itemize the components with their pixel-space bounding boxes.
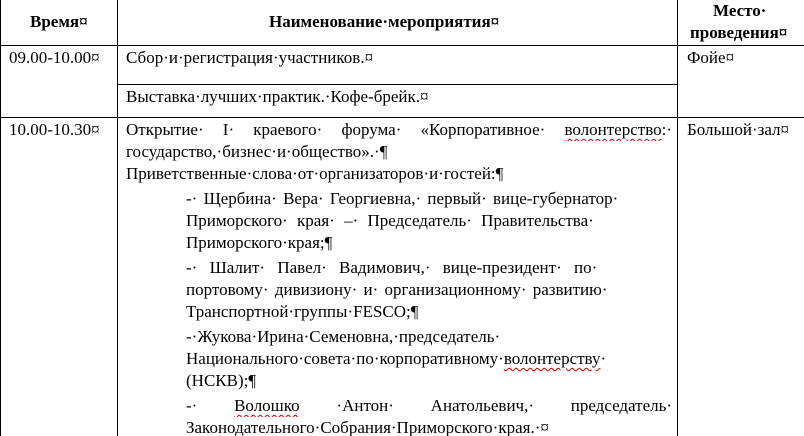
header-bottom-border [0, 45, 804, 46]
col-divider-time [117, 0, 118, 436]
speaker2-line3: Транспортной·группы·FESCO;¶ [186, 302, 419, 321]
opening-colon: :· [661, 120, 672, 139]
col-divider-name [677, 0, 678, 436]
speaker3-line3: (НСКВ);¶ [186, 371, 257, 390]
spellcheck-word: волонтерство [564, 120, 662, 139]
speaker4-dash: -· [186, 396, 198, 415]
speaker1-line3: Приморского·края;¶ [186, 233, 333, 252]
opening-word-1: Открытие· [126, 120, 204, 139]
row1-event-registration: Сбор·и·регистрация·участников.¤ [126, 48, 374, 67]
row1-place: Фойе¤ [687, 48, 735, 67]
opening-word-volunteering [564, 120, 672, 139]
row1-event-exhibition: Выставка·лучших·практик.·Кофе-брейк.¤ [126, 87, 429, 106]
speaker4-line2: Законодательного·Собрания·Приморского·края.·¤ [186, 418, 549, 436]
spellcheck-word: Волошко [234, 396, 300, 415]
row2-place: Большой·зал¤ [687, 120, 790, 139]
row2-greetings: Приветственные·слова·от·организаторов·и·гостей:¶ [126, 164, 504, 183]
speaker1-line1: -· Щербина· Вера· Георгиевна,· первый· вице-губернатор· [186, 189, 619, 208]
row2-opening-line2: государство,·бизнес·и·общество».·¶ [126, 142, 388, 161]
speaker3-line2-text: Национального·совета·по·корпоративному· [186, 349, 504, 368]
speaker3-line2-tail: · [600, 349, 607, 368]
opening-word-4: форума· [341, 120, 402, 139]
opening-word-2: I· [222, 120, 235, 139]
row1-sub-border [117, 84, 677, 85]
speaker2-line2: портовому· дивизиону· и· организационному· развитию· [186, 280, 608, 299]
speaker4-title: председатель· [570, 396, 672, 415]
speaker4-name: ·Антон· [336, 396, 394, 415]
header-time: Время¤ [30, 12, 88, 31]
row1-bottom-border [0, 117, 804, 118]
header-place-line1: Место· [713, 1, 767, 20]
row1-time: 09.00-10.00¤ [9, 48, 100, 67]
opening-word-5: «Корпоративное· [420, 120, 546, 139]
speaker3-line2 [186, 348, 606, 370]
speaker4-line1 [186, 395, 672, 417]
row2-opening-line1 [126, 119, 672, 141]
row2-time: 10.00-10.30¤ [9, 120, 100, 139]
header-place-line2: проведения¤ [690, 23, 788, 42]
header-event-name: Наименование·мероприятия¤ [269, 12, 500, 31]
speaker4-patronymic: Анатольевич,· [430, 396, 534, 415]
opening-word-3: краевого· [253, 120, 323, 139]
speaker2-line1: -· Шалит· Павел· Вадимович,· вице-президент· по· [186, 258, 598, 277]
speaker1-line2: Приморского· края· –· Председатель· Правительства· [186, 211, 594, 230]
table-border-left [0, 0, 1, 436]
spellcheck-word: волонтерству [503, 349, 601, 368]
speaker3-line1: -·Жукова·Ирина·Семеновна,·председатель· [186, 327, 501, 346]
